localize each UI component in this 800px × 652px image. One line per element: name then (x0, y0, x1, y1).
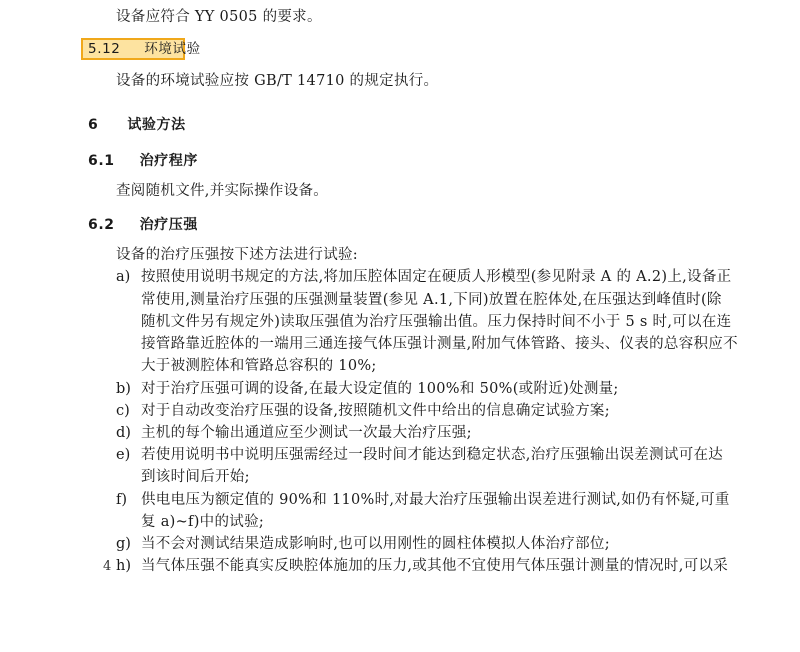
list-item-line: 常使用,测量治疗压强的压强测量装置(参见 A.1,下同)放置在腔体处,在压强达到峰值时(除 (141, 292, 722, 308)
list-item-line: 对于治疗压强可调的设备,在最大设定值的 100%和 50%(或附近)处测量; (141, 381, 619, 397)
list-item-line: 当不会对测试结果造成影响时,也可以用刚性的圆柱体模拟人体治疗部位; (141, 536, 610, 552)
list-item-label: e) (116, 447, 131, 463)
list-item-line: 到该时间后开始; (141, 469, 250, 485)
section-6-2-title: 治疗压强 (139, 217, 198, 233)
section-6-1-heading (88, 150, 198, 172)
section-6-number: 6 (88, 117, 99, 133)
list-item-line: 供电电压为额定值的 90%和 110%时,对最大治疗压强输出误差进行测试,如仍有怀疑,可重 (141, 492, 730, 508)
list-item-label: c) (116, 403, 130, 419)
list-item-line: 当气体压强不能真实反映腔体施加的压力,或其他不宜使用气体压强计测量的情况时,可以采 (141, 558, 729, 574)
section-6-1-title: 治疗程序 (139, 153, 198, 169)
section-6-heading (88, 114, 186, 136)
list-item-line: 大于被测腔体和管路总容积的 10%; (141, 358, 377, 374)
list-item-label: b) (116, 381, 131, 397)
list-item-label: h) (116, 558, 131, 574)
list-item-line: 对于自动改变治疗压强的设备,按照随机文件中给出的信息确定试验方案; (141, 403, 610, 419)
list-item-line: 接管路靠近腔体的一端用三通连接气体压强计测量,附加气体管路、接头、仪表的总容积应不 (141, 336, 738, 352)
page-number: 4 (103, 559, 112, 574)
section-5-12-body: 设备的环境试验应按 GB/T 14710 的规定执行。 (116, 73, 439, 89)
list-item-line: 主机的每个输出通道应至少测试一次最大治疗压强; (141, 425, 472, 441)
section-6-2-intro: 设备的治疗压强按下述方法进行试验: (116, 247, 358, 263)
section-6-2-heading (88, 214, 198, 236)
list-item-line: 若使用说明书中说明压强需经过一段时间才能达到稳定状态,治疗压强输出误差测试可在达 (141, 447, 724, 463)
list-item-line: 复 a)~f)中的试验; (141, 514, 265, 530)
section-6-1-body: 查阅随机文件,并实际操作设备。 (116, 183, 329, 199)
list-item-label: d) (116, 425, 131, 441)
section-5-12-number: 5.12 (88, 41, 121, 57)
section-6-2-number: 6.2 (88, 217, 115, 233)
list-item-label: f) (116, 492, 128, 508)
section-6-title: 试验方法 (127, 117, 186, 133)
section-5-12-heading (88, 38, 201, 60)
section-5-12-title: 环境试验 (144, 41, 201, 57)
list-item-label: g) (116, 536, 131, 552)
list-item-label: a) (116, 269, 131, 285)
list-item-line: 随机文件另有规定外)读取压强值为治疗压强输出值。压力保持时间不小于 5 s 时,可以在连 (141, 314, 732, 330)
section-6-1-number: 6.1 (88, 153, 115, 169)
list-item-line: 按照使用说明书规定的方法,将加压腔体固定在硬质人形模型(参见附录 A 的 A.2)上,设备正 (141, 269, 732, 285)
top-line: 设备应符合 YY 0505 的要求。 (116, 9, 322, 25)
